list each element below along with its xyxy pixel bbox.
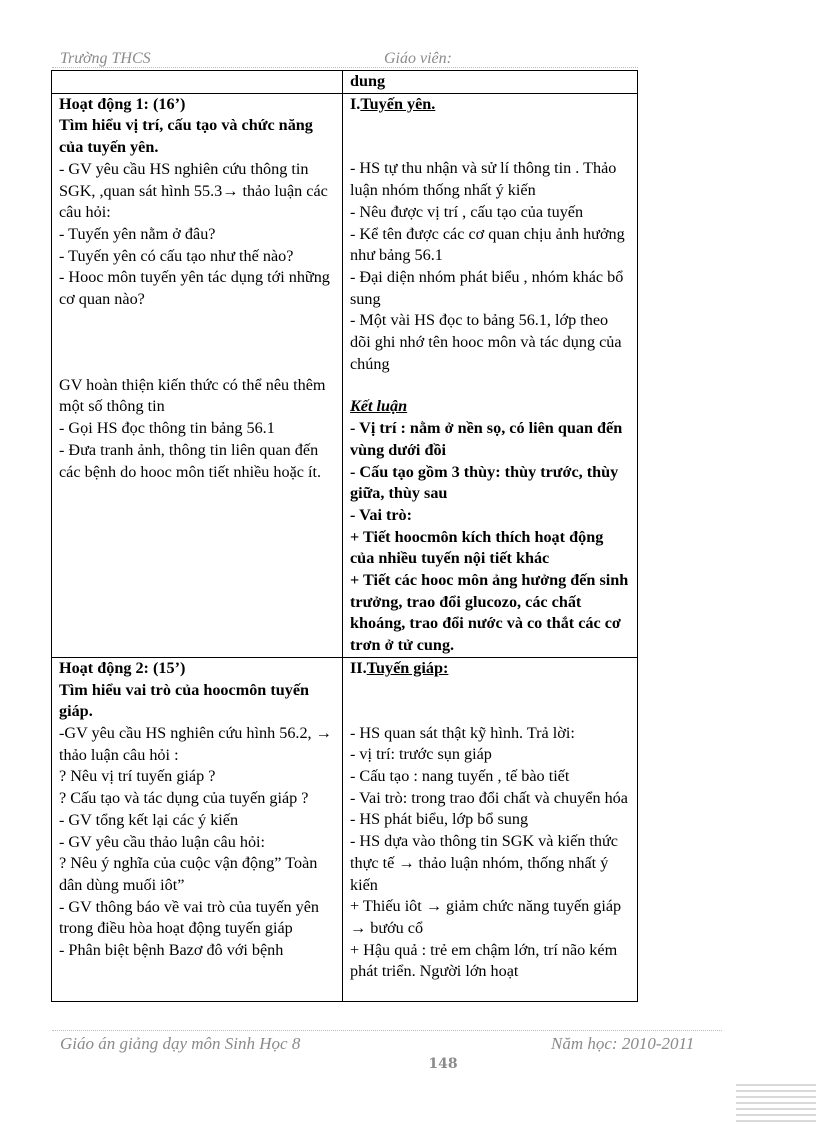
list-item: + Hậu quả : trẻ em chậm lớn, trí não kém phát triển. Người lớn hoạt <box>350 940 618 981</box>
list-item: - Nêu được vị trí , cấu tạo của tuyến <box>350 202 584 221</box>
list-item: - Cấu tạo gồm 3 thùy: thùy trước, thùy giữa, thùy sau <box>350 462 619 503</box>
section-heading <box>350 658 631 680</box>
list-item: - Gọi HS đọc thông tin bảng 56.1 <box>59 419 275 438</box>
conclusion-title: Kết luận <box>350 397 408 416</box>
list-item: - Tuyến yên có cấu tạo như thế nào? <box>59 246 294 265</box>
spacer <box>350 375 631 396</box>
list-item: - Vị trí : nằm ở nền sọ, có liên quan đến vùng dưới đồi <box>350 419 623 459</box>
list-item: ? Cấu tạo và tác dụng của tuyến giáp ? <box>59 789 309 808</box>
list-item: - GV yêu cầu HS nghiên cứu thông tin SGK, ,quan sát hình 55.3→ thảo luận các câu hỏi: <box>59 159 328 222</box>
header-teacher: Giáo viên: <box>384 50 452 67</box>
activity-subtitle: Tìm hiểu vai trò của hoocmôn tuyến giáp. <box>59 680 310 721</box>
cell-student-activity2 <box>343 657 638 1001</box>
footer-left: Giáo án giảng dạy môn Sinh Học 8 <box>60 1034 301 1053</box>
table-row <box>52 71 638 94</box>
cell-teacher-activity2 <box>52 657 343 1001</box>
list-item: - Phân biệt bệnh Bazơ đô với bệnh <box>59 941 284 960</box>
cell-teacher-activity1 <box>52 93 343 657</box>
list-item: - HS dựa vào thông tin SGK và kiến thức thực tế → thảo luận nhóm, thống nhất ý kiến <box>350 832 618 894</box>
list-item: - Hooc môn tuyến yên tác dụng tới những cơ quan nào? <box>59 268 330 309</box>
footer-divider <box>52 1030 722 1031</box>
list-item: - GV yêu cầu thảo luận câu hỏi: <box>59 832 266 851</box>
activity-title: Hoạt động 2: (15’) <box>59 658 186 677</box>
list-item: ? Nêu ý nghĩa của cuộc vận động” Toàn dân dùng muối iôt” <box>59 854 318 894</box>
spacer <box>59 311 336 354</box>
list-item: - Tuyến yên nằm ở đâu? <box>59 224 216 243</box>
list-item: - Vai trò: trong trao đổi chất và chuyển hóa <box>350 788 628 807</box>
header-divider <box>52 67 638 68</box>
section-number: I. <box>350 94 361 113</box>
section-title: Tuyến yên. <box>360 94 436 113</box>
list-item: - Đưa tranh ảnh, thông tin liên quan đến các bệnh do hooc môn tiết nhiều hoặc ít. <box>59 440 322 481</box>
list-item: - Đại diện nhóm phát biểu , nhóm khác bổ sung <box>350 267 624 308</box>
section-number: II. <box>350 658 367 677</box>
list-item: - vị trí: trước sụn giáp <box>350 745 492 764</box>
cell-student <box>343 71 638 94</box>
list-item: GV hoàn thiện kiến thức có thể nêu thêm một số thông tin <box>59 375 326 416</box>
list-item: - GV thông báo về vai trò của tuyến yên trong điều hòa hoạt động tuyến giáp <box>59 897 319 938</box>
list-item: - Kể tên được các cơ quan chịu ảnh hưởng như bảng 56.1 <box>350 224 625 265</box>
footer-right: Năm học: 2010-2011 <box>551 1034 695 1053</box>
list-item: - Vai trò: <box>350 505 413 524</box>
cell-teacher <box>52 71 343 94</box>
lesson-table <box>51 70 638 1002</box>
corner-decoration <box>736 1082 816 1123</box>
list-item: -GV yêu cầu HS nghiên cứu hình 56.2, → thảo luận câu hỏi : <box>59 723 332 764</box>
spacer <box>350 115 631 158</box>
list-item: - HS tự thu nhận và sử lí thông tin . Thảo luận nhóm thống nhất ý kiến <box>350 159 617 200</box>
spacer <box>350 680 631 723</box>
list-item: - Một vài HS đọc to bảng 56.1, lớp theo dõi ghi nhớ tên hooc môn và tác dụng của chúng <box>350 311 622 373</box>
list-item: - GV tổng kết lại các ý kiến <box>59 810 239 829</box>
list-item: - Cấu tạo : nang tuyến , tế bào tiết <box>350 766 570 785</box>
list-item: - HS quan sát thật kỹ hình. Trả lời: <box>350 723 575 742</box>
header-school: Trường THCS <box>60 50 151 67</box>
list-item: ? Nêu vị trí tuyến giáp ? <box>59 767 216 786</box>
section-title: Tuyến giáp: <box>366 658 449 677</box>
list-item: - HS phát biểu, lớp bổ sung <box>350 810 529 829</box>
table-row <box>52 93 638 657</box>
activity-title: Hoạt động 1: (16’) <box>59 94 186 113</box>
section-heading <box>350 94 631 116</box>
page-number: 148 <box>428 1056 458 1072</box>
spacer <box>59 354 336 375</box>
list-item: + Tiết hoocmôn kích thích hoạt động của nhiều tuyến nội tiết khác <box>350 527 604 568</box>
table-row <box>52 657 638 1001</box>
list-item: + Thiếu iôt → giảm chức năng tuyến giáp → bướu cổ <box>350 897 622 937</box>
list-item: + Tiết các hooc môn ảng hưởng đến sinh trưởng, trao đổi glucozo, các chất khoáng, trao đổi nước và co thắt các cơ trơn ở tử cung. <box>350 571 629 655</box>
continued-text: dung <box>350 72 386 90</box>
cell-student-activity1 <box>343 93 638 657</box>
activity-subtitle: Tìm hiểu vị trí, cấu tạo và chức năng của tuyến yên. <box>59 116 313 157</box>
